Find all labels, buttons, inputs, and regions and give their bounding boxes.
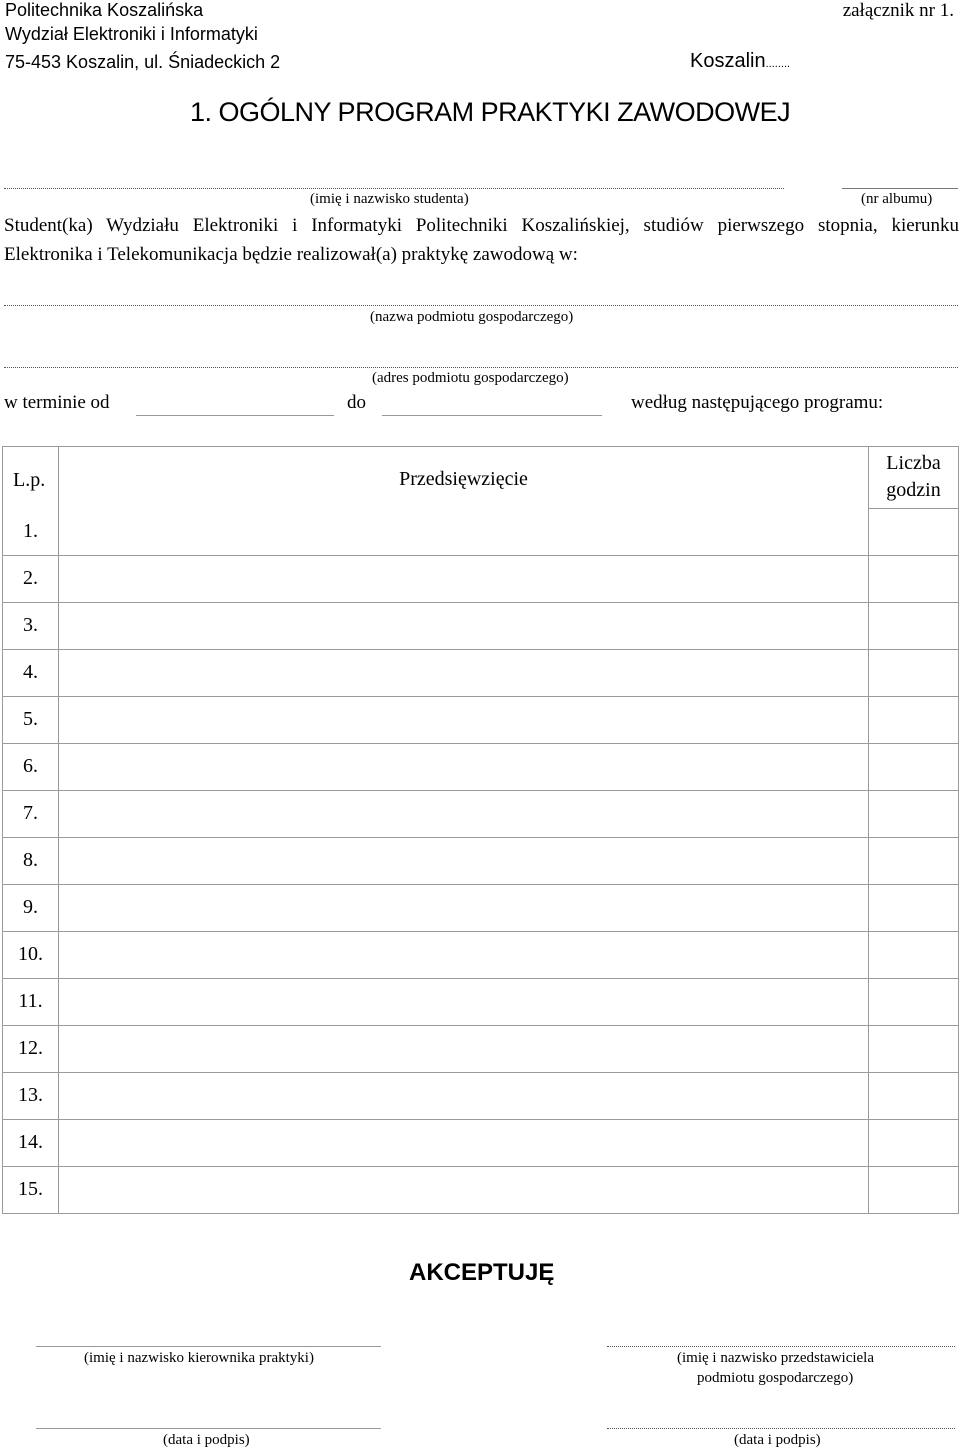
task-cell[interactable] bbox=[59, 555, 869, 602]
term-from-field[interactable] bbox=[136, 415, 334, 416]
supervisor-sign-caption: (data i podpis) bbox=[163, 1432, 250, 1448]
supervisor-signature-line[interactable] bbox=[36, 1428, 381, 1429]
row-number: 7. bbox=[3, 790, 59, 837]
hours-cell[interactable] bbox=[869, 837, 959, 884]
student-name-line[interactable] bbox=[4, 188, 784, 189]
hours-cell[interactable] bbox=[869, 743, 959, 790]
company-address-caption: (adres podmiotu gospodarczego) bbox=[372, 370, 569, 386]
supervisor-caption: (imię i nazwisko kierownika praktyki) bbox=[84, 1350, 314, 1366]
task-cell[interactable] bbox=[59, 602, 869, 649]
table-row bbox=[3, 743, 959, 790]
university-name: Politechnika Koszalińska bbox=[5, 0, 204, 20]
hours-header-line2: godzin bbox=[886, 479, 941, 502]
album-number-line[interactable] bbox=[842, 188, 958, 189]
table-row bbox=[3, 837, 959, 884]
task-cell[interactable] bbox=[59, 743, 869, 790]
city-line bbox=[690, 50, 790, 73]
task-cell[interactable] bbox=[59, 649, 869, 696]
hours-cell[interactable] bbox=[869, 978, 959, 1025]
program-table bbox=[2, 446, 959, 1214]
task-cell[interactable] bbox=[59, 1119, 869, 1166]
company-address-line[interactable] bbox=[4, 367, 958, 368]
representative-sign-caption: (data i podpis) bbox=[734, 1432, 821, 1448]
table-row bbox=[3, 790, 959, 837]
hours-cell[interactable] bbox=[869, 508, 959, 555]
table-row bbox=[3, 931, 959, 978]
row-number: 15. bbox=[3, 1166, 59, 1213]
hours-cell[interactable] bbox=[869, 1119, 959, 1166]
row-number: 13. bbox=[3, 1072, 59, 1119]
hours-cell[interactable] bbox=[869, 884, 959, 931]
hours-cell[interactable] bbox=[869, 1025, 959, 1072]
row-number: 5. bbox=[3, 696, 59, 743]
student-name-caption: (imię i nazwisko studenta) bbox=[310, 191, 469, 207]
row-number: 4. bbox=[3, 649, 59, 696]
term-from-label: w terminie od bbox=[4, 392, 110, 413]
row-number: 9. bbox=[3, 884, 59, 931]
task-cell[interactable] bbox=[59, 790, 869, 837]
task-cell[interactable] bbox=[59, 508, 869, 555]
row-number: 11. bbox=[3, 978, 59, 1025]
representative-signature-line[interactable] bbox=[607, 1428, 955, 1429]
table-row bbox=[3, 602, 959, 649]
task-cell[interactable] bbox=[59, 978, 869, 1025]
hours-cell[interactable] bbox=[869, 1166, 959, 1213]
table-row bbox=[3, 649, 959, 696]
hours-header-line1: Liczba bbox=[886, 452, 941, 475]
task-cell[interactable] bbox=[59, 837, 869, 884]
row-number: 10. bbox=[3, 931, 59, 978]
row-number: 3. bbox=[3, 602, 59, 649]
table-row bbox=[3, 1025, 959, 1072]
task-cell[interactable] bbox=[59, 696, 869, 743]
supervisor-name-line[interactable] bbox=[36, 1346, 381, 1347]
hours-cell[interactable] bbox=[869, 1072, 959, 1119]
hours-cell[interactable] bbox=[869, 555, 959, 602]
hours-cell[interactable] bbox=[869, 931, 959, 978]
row-number: 1. bbox=[3, 508, 59, 555]
row-number: 6. bbox=[3, 743, 59, 790]
representative-name-line[interactable] bbox=[607, 1346, 955, 1347]
task-header: Przedsięwzięcie bbox=[59, 447, 869, 509]
row-number: 14. bbox=[3, 1119, 59, 1166]
table-row bbox=[3, 978, 959, 1025]
table-row bbox=[3, 1166, 959, 1213]
university-address: 75-453 Koszalin, ul. Śniadeckich 2 bbox=[5, 52, 281, 72]
faculty-name: Wydział Elektroniki i Informatyki bbox=[5, 24, 258, 44]
task-cell[interactable] bbox=[59, 931, 869, 978]
table-row bbox=[3, 508, 959, 555]
student-paragraph: Student(ka) Wydziału Elektroniki i Informatyki Politechniki Koszalińskiej, studiów pierwszego stopnia, kierunku Elektronika i Telekomunikacja będzie realizował(a) praktykę zawodową w: bbox=[4, 215, 959, 265]
table-row bbox=[3, 696, 959, 743]
term-to-field[interactable] bbox=[382, 415, 602, 416]
hours-cell[interactable] bbox=[869, 602, 959, 649]
task-cell[interactable] bbox=[59, 884, 869, 931]
hours-cell[interactable] bbox=[869, 649, 959, 696]
hours-cell[interactable] bbox=[869, 696, 959, 743]
acceptance-title: AKCEPTUJĘ bbox=[409, 1259, 555, 1286]
attachment-number: załącznik nr 1. bbox=[842, 0, 954, 21]
table-row bbox=[3, 1072, 959, 1119]
term-to-label: do bbox=[347, 392, 366, 413]
row-number: 12. bbox=[3, 1025, 59, 1072]
table-row bbox=[3, 884, 959, 931]
company-name-line[interactable] bbox=[4, 305, 958, 306]
hours-header bbox=[869, 447, 959, 509]
row-number: 8. bbox=[3, 837, 59, 884]
lp-header: L.p. bbox=[3, 447, 59, 509]
representative-caption-line2: podmiotu gospodarczego) bbox=[697, 1370, 854, 1386]
task-cell[interactable] bbox=[59, 1072, 869, 1119]
table-row bbox=[3, 555, 959, 602]
city-name: Koszalin bbox=[690, 50, 766, 72]
company-name-caption: (nazwa podmiotu gospodarczego) bbox=[370, 309, 574, 325]
task-cell[interactable] bbox=[59, 1166, 869, 1213]
city-date-dots: ........ bbox=[765, 58, 791, 70]
task-cell[interactable] bbox=[59, 1025, 869, 1072]
program-label: według następującego programu: bbox=[631, 392, 884, 413]
table-header-row bbox=[3, 447, 959, 509]
table-row bbox=[3, 1119, 959, 1166]
album-number-caption: (nr albumu) bbox=[861, 191, 933, 207]
representative-caption-line1: (imię i nazwisko przedstawiciela bbox=[677, 1350, 875, 1366]
page-title: 1. OGÓLNY PROGRAM PRAKTYKI ZAWODOWEJ bbox=[190, 97, 791, 127]
hours-cell[interactable] bbox=[869, 790, 959, 837]
row-number: 2. bbox=[3, 555, 59, 602]
